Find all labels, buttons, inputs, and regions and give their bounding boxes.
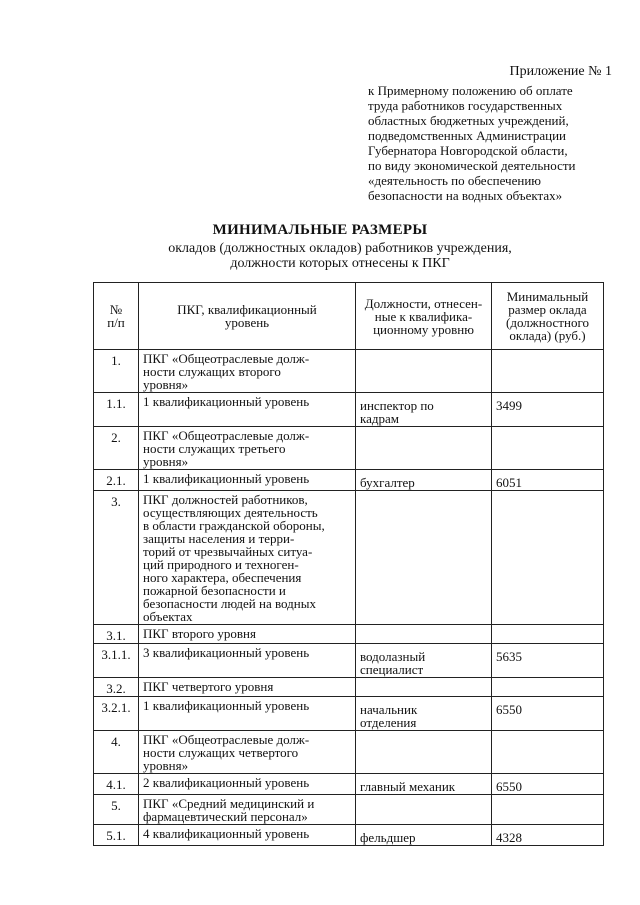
- row-salary: 5635: [492, 644, 604, 678]
- row-position: [356, 825, 492, 846]
- row-salary: [492, 625, 604, 644]
- row-salary: [492, 678, 604, 697]
- row-salary: 3499: [492, 393, 604, 427]
- row-number: 4.1.: [94, 774, 139, 795]
- row-number: 5.: [94, 795, 139, 825]
- appendix-line: областных бюджетных учреждений,: [368, 113, 569, 128]
- row-pkg: [139, 825, 356, 846]
- pkg-line: пожарной безопасности и: [143, 583, 286, 598]
- pkg-line: ПКГ четвертого уровня: [143, 679, 274, 694]
- row-salary: [492, 795, 604, 825]
- table-row: [94, 731, 604, 774]
- header-text: Минимальный: [506, 289, 589, 304]
- row-pkg: [139, 697, 356, 731]
- header-text: оклада) (руб.): [509, 328, 586, 343]
- pkg-line: уровня»: [143, 454, 189, 469]
- row-number: 4.: [94, 731, 139, 774]
- row-position: [356, 731, 492, 774]
- row-salary: [492, 350, 604, 393]
- header-text: Должности, отнесен-: [364, 295, 483, 311]
- row-position: [356, 427, 492, 470]
- pkg-line: ПКГ «Общеотраслевые долж-: [143, 428, 310, 443]
- row-pkg: [139, 625, 356, 644]
- row-position: [356, 625, 492, 644]
- appendix-line: к Примерному положению об оплате: [368, 83, 573, 98]
- row-pkg: [139, 491, 356, 625]
- row-pkg: [139, 393, 356, 427]
- appendix-line: безопасности на водных объектах»: [368, 188, 563, 203]
- table-row: [94, 470, 604, 491]
- pkg-line: ПКГ «Средний медицинский и: [143, 796, 315, 811]
- document-title: МИНИМАЛЬНЫЕ РАЗМЕРЫ: [212, 222, 428, 238]
- header-text: размер оклада: [508, 302, 587, 317]
- pkg-line: 3 квалификационный уровень: [143, 645, 310, 660]
- table-row: [94, 774, 604, 795]
- row-salary: 4328: [492, 825, 604, 846]
- table-row: [94, 644, 604, 678]
- row-number: 3.2.: [94, 678, 139, 697]
- table-row: [94, 350, 604, 393]
- appendix-line: Губернатора Новгородской области,: [368, 143, 568, 158]
- header-positions: [356, 283, 492, 350]
- pkg-line: уровня»: [143, 758, 189, 773]
- pkg-line: уровня»: [143, 377, 189, 392]
- row-number: 1.: [94, 350, 139, 393]
- pkg-line: ности служащих второго: [143, 364, 281, 379]
- pkg-line: безопасности людей на водных: [143, 596, 316, 611]
- pkg-line: торий от чрезвычайных ситуа-: [143, 544, 313, 559]
- table-row: [94, 491, 604, 625]
- table-body: [94, 350, 604, 846]
- position-line: главный механик: [360, 779, 456, 794]
- row-pkg: [139, 774, 356, 795]
- pkg-line: ПКГ второго уровня: [143, 626, 256, 641]
- header-pkg: [139, 283, 356, 350]
- row-number: 5.1.: [94, 825, 139, 846]
- table-row: [94, 678, 604, 697]
- row-salary: 6550: [492, 697, 604, 731]
- pkg-line: ПКГ «Общеотраслевые долж-: [143, 732, 310, 747]
- row-salary: [492, 731, 604, 774]
- row-number: 2.1.: [94, 470, 139, 491]
- position-line: бухгалтер: [360, 475, 415, 490]
- appendix-line: «деятельность по обеспечению: [368, 173, 541, 188]
- pkg-line: 1 квалификационный уровень: [143, 394, 310, 409]
- header-text: уровень: [224, 315, 270, 330]
- pkg-line: в области гражданской обороны,: [143, 518, 325, 533]
- pkg-line: защиты населения и терри-: [143, 531, 295, 546]
- row-number: 3.: [94, 491, 139, 625]
- position-line: начальник: [360, 702, 418, 717]
- pkg-line: 1 квалификационный уровень: [143, 698, 310, 713]
- row-number: 3.2.1.: [94, 697, 139, 731]
- row-position: [356, 470, 492, 491]
- header-text: ПКГ, квалификационный: [177, 302, 317, 317]
- pkg-line: ного характера, обеспечения: [143, 570, 302, 585]
- header-salary: [492, 283, 604, 350]
- pkg-line: 4 квалификационный уровень: [143, 826, 310, 841]
- table-row: [94, 795, 604, 825]
- table-header-row: [94, 283, 604, 350]
- row-salary: [492, 491, 604, 625]
- header-text: ные к квалифика-: [374, 308, 473, 324]
- row-position: [356, 393, 492, 427]
- pkg-line: ПКГ «Общеотраслевые долж-: [143, 351, 310, 366]
- table-row: [94, 625, 604, 644]
- row-salary: 6051: [492, 470, 604, 491]
- row-position: [356, 350, 492, 393]
- position-line: водолазный: [360, 649, 426, 664]
- pkg-line: ций природного и техноген-: [143, 557, 299, 572]
- pkg-line: фармацевтический персонал»: [143, 809, 308, 824]
- row-position: [356, 491, 492, 625]
- position-line: кадрам: [360, 411, 399, 426]
- header-text: п/п: [107, 315, 125, 330]
- pkg-line: 2 квалификационный уровень: [143, 775, 310, 790]
- row-number: 1.1.: [94, 393, 139, 427]
- position-line: фельдшер: [360, 830, 416, 845]
- pkg-line: ности служащих третьего: [143, 441, 286, 456]
- header-text: (должностного: [506, 315, 589, 330]
- appendix-line: труда работников государственных: [368, 98, 563, 113]
- pkg-line: осуществляющих деятельность: [143, 505, 318, 520]
- row-pkg: [139, 427, 356, 470]
- row-position: [356, 795, 492, 825]
- appendix-header: [368, 64, 618, 203]
- appendix-line: по виду экономической деятельности: [368, 158, 576, 173]
- salary-table: [93, 282, 604, 846]
- row-position: [356, 774, 492, 795]
- row-salary: [492, 427, 604, 470]
- position-line: отделения: [360, 715, 417, 730]
- row-pkg: [139, 678, 356, 697]
- pkg-line: ПКГ должностей работников,: [143, 492, 308, 507]
- position-line: специалист: [360, 662, 424, 677]
- pkg-line: ности служащих четвертого: [143, 745, 299, 760]
- appendix-number: Приложение № 1: [509, 64, 612, 79]
- table-row: [94, 825, 604, 846]
- header-num: [94, 283, 139, 350]
- pkg-line: объектах: [143, 609, 193, 624]
- row-pkg: [139, 350, 356, 393]
- row-position: [356, 678, 492, 697]
- row-salary: 6550: [492, 774, 604, 795]
- subtitle-line: окладов (должностных окладов) работников учреждения,: [168, 241, 512, 256]
- row-position: [356, 644, 492, 678]
- table-row: [94, 427, 604, 470]
- pkg-line: 1 квалификационный уровень: [143, 471, 310, 486]
- row-pkg: [139, 795, 356, 825]
- appendix-line: подведомственных Администрации: [368, 128, 566, 143]
- row-number: 3.1.1.: [94, 644, 139, 678]
- row-pkg: [139, 644, 356, 678]
- row-pkg: [139, 470, 356, 491]
- header-text: ционному уровню: [373, 321, 474, 337]
- row-number: 2.: [94, 427, 139, 470]
- subtitle-line: должности которых отнесены к ПКГ: [230, 256, 450, 271]
- row-pkg: [139, 731, 356, 774]
- table-row: [94, 697, 604, 731]
- position-line: инспектор по: [360, 398, 434, 413]
- row-position: [356, 697, 492, 731]
- document-subtitle: [140, 241, 540, 271]
- row-number: 3.1.: [94, 625, 139, 644]
- header-text: №: [109, 302, 123, 317]
- table-row: [94, 393, 604, 427]
